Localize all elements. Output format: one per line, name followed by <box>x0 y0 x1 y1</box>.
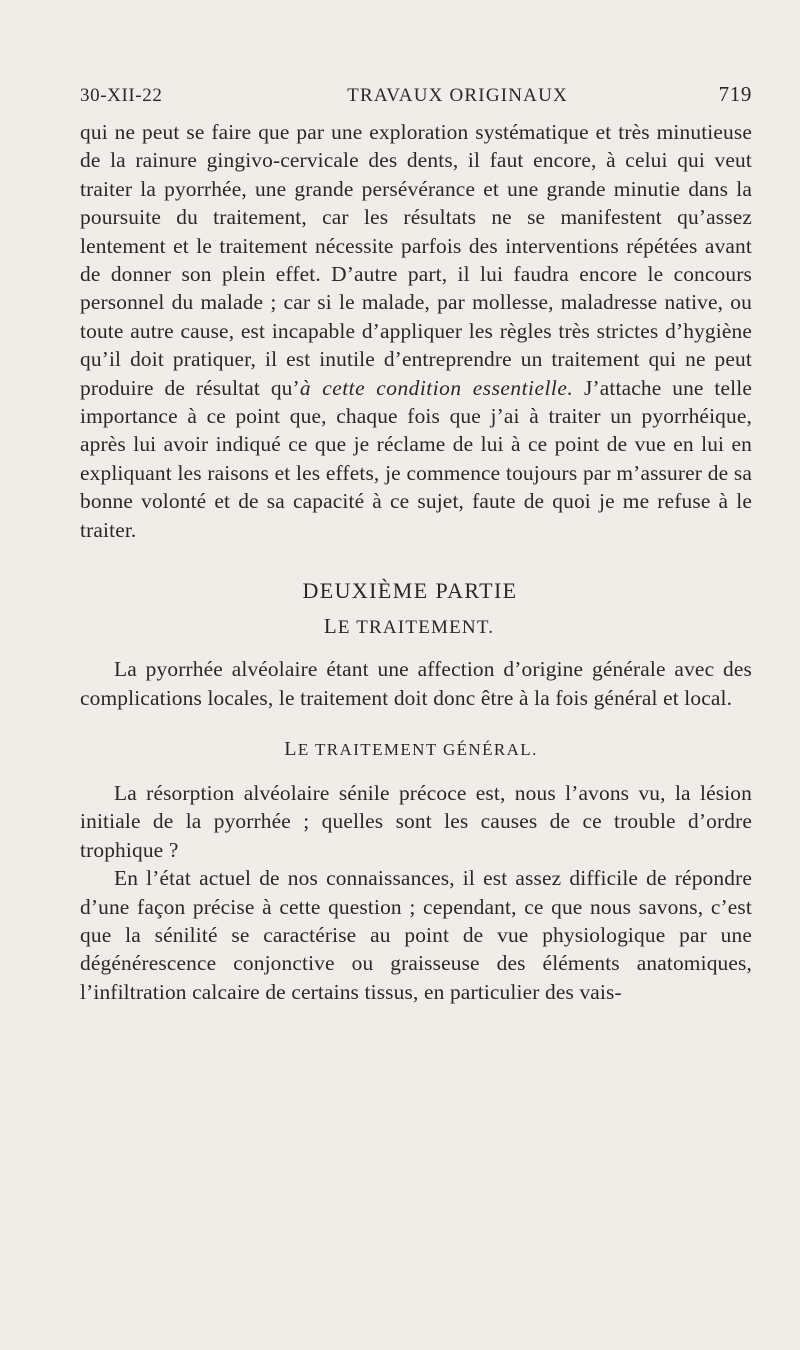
paragraph-text: qui ne peut se faire que par une exploration systématique et très minutieuse de la rainure gingivo-cervicale des dents, il faut encore, à celui qui veut traiter la pyorrhée, une grande persévérance et une grande minutie dans la poursuite du traitement, car les résultats ne se manifestent qu’assez lentement et le traitement nécessite parfois des interventions répétées avant de donner son plein effet. D’autre part, il lui faudra encore le concours personnel du malade ; car si le malade, par mollesse, maladresse native, ou toute autre cause, est incapable d’appliquer les règles très strictes d’hygiène qu’il doit pratiquer, il est inutile d’entreprendre un traitement qui ne peut produire de résultat qu’ <box>80 120 752 400</box>
italic-phrase: à cette condition essentielle. <box>299 375 574 400</box>
header-date: 30-XII-22 <box>80 85 163 106</box>
page-number: 719 <box>718 82 752 106</box>
subsection-title-rest: E TRAITEMENT GÉNÉRAL. <box>297 739 538 759</box>
paragraph: La pyorrhée alvéolaire étant une affection d’origine générale avec des complications locales, le traitement doit donc être à la fois général et local. <box>80 657 752 710</box>
paragraph-continuation <box>80 118 752 544</box>
subsection-title <box>80 738 752 761</box>
running-header <box>80 82 752 112</box>
body-text <box>80 118 752 1006</box>
section-title <box>80 614 752 639</box>
section-title-initial: L <box>323 614 338 639</box>
paragraph-text: J’attache une telle importance à ce point que, chaque fois que j’ai à traiter un pyorrhéique, après lui avoir indiqué ce que je réclame de lui à ce point de vue en lui en expliquant les raisons et les effets, je commence toujours par m’assurer de sa bonne volonté et de sa capacité à ce sujet, faute de quoi je me refuse à le traiter. <box>80 375 752 542</box>
header-title: TRAVAUX ORIGINAUX <box>347 85 568 106</box>
subsection-title-initial: L <box>284 737 298 760</box>
section-title-rest: E TRAITEMENT. <box>337 617 495 639</box>
paragraph: En l’état actuel de nos connaissances, il est assez difficile de répondre d’une façon précise à cette question ; cependant, ce que nous savons, c’est que la sénilité se caractérise au point de vue physiologique par une dégénérescence conjonctive ou graisseuse des éléments anatomiques, l’infiltration calcaire de certains tissus, en particulier des vais- <box>80 866 752 1004</box>
part-title: DEUXIÈME PARTIE <box>302 578 518 604</box>
paragraph: La résorption alvéolaire sénile précoce est, nous l’avons vu, la lésion initiale de la pyorrhée ; quelles sont les causes de ce trouble d’ordre trophique ? <box>80 780 752 862</box>
